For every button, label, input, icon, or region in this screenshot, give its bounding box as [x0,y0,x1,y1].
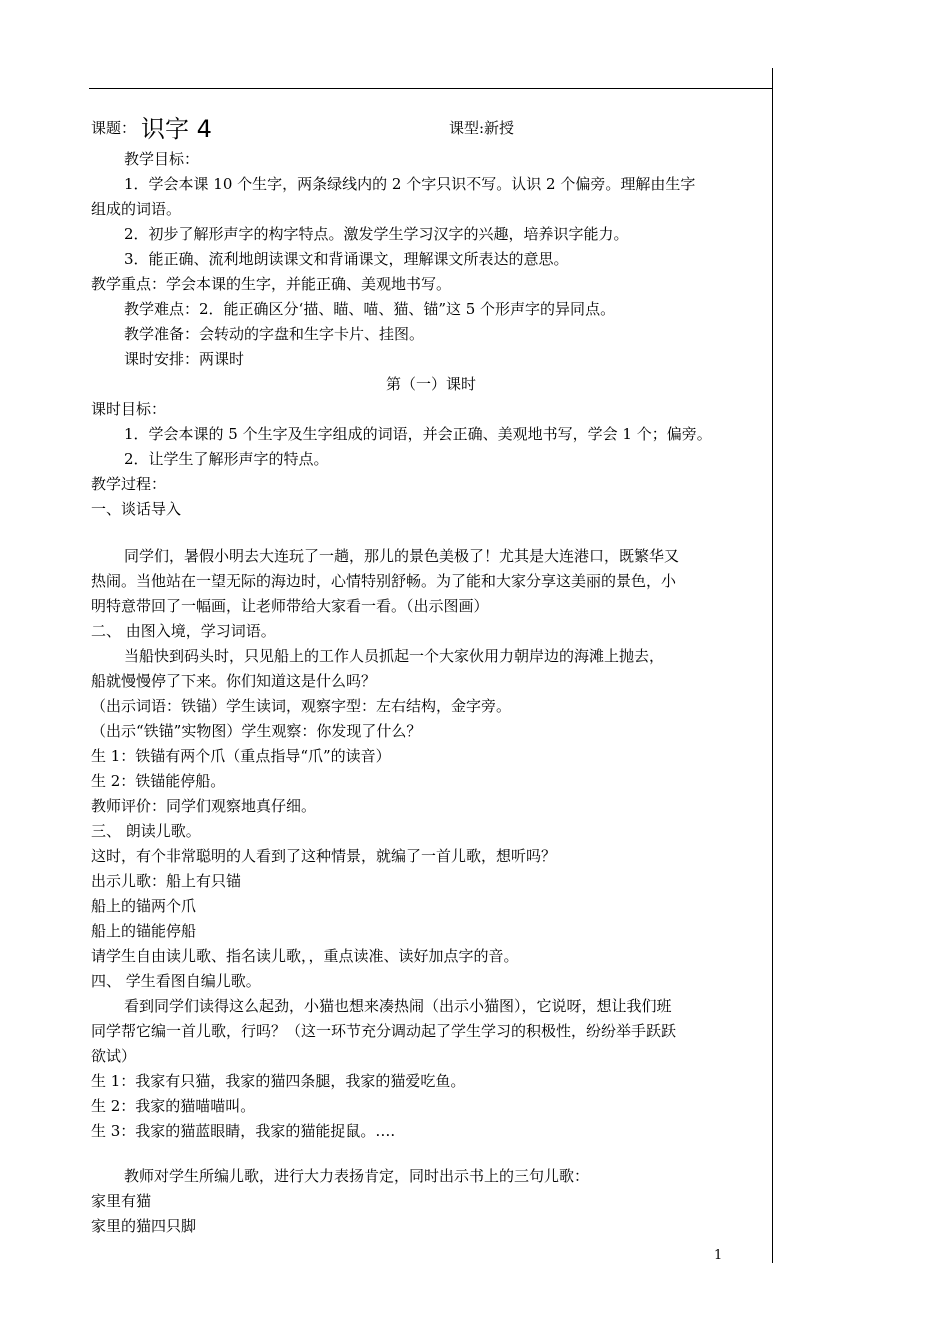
text-line: 同学们，暑假小明去大连玩了一趟，那儿的景色美极了！尤其是大连港口，既繁华又 [124,547,680,565]
text-line: 二、 由图入境，学习词语。 [91,622,276,640]
text-line: （出示“铁锚”实物图）学生观察：你发现了什么？ [91,722,422,740]
text-line: 2．初步了解形声字的构字特点。激发学生学习汉字的兴趣，培养识字能力。 [124,225,629,243]
text-line: 课时安排：两课时 [124,350,245,368]
text-line: 教学难点：2．能正确区分‘描、瞄、喵、猫、锚”这 5 个形声字的异同点。 [124,300,616,318]
header-rule [89,88,773,89]
text-line: 三、 朗读儿歌。 [91,822,201,840]
text-line: 生 2：铁锚能停船。 [91,772,226,790]
margin-rule [772,68,773,1263]
text-line: 四、 学生看图自编儿歌。 [91,972,261,990]
text-line: 明特意带回了一幅画，让老师带给大家看一看。（出示图画） [91,597,489,615]
text-line: 当船快到码头时，只见船上的工作人员抓起一个大家伙用力朝岸边的海滩上抛去， [124,647,665,665]
text-line: 生 2：我家的猫喵喵叫。 [91,1097,256,1115]
text-line: 教学目标： [124,150,200,168]
text-line: 家里的猫四只脚 [91,1217,197,1235]
title-row [91,109,771,143]
text-line: 1．学会本课 10 个生字，两条绿线内的 2 个字只识不写。认识 2 个偏旁。理解由生字 [124,175,696,193]
text-line: （出示词语：铁锚）学生读词，观察字型：左右结构，金字旁。 [91,697,512,715]
text-line: 2．让学生了解形声字的特点。 [124,450,329,468]
text-line: 同学帮它编一首儿歌，行吗？（这一环节充分调动起了学生学习的积极性，纷纷举手跃跃 [91,1022,677,1040]
text-line: 出示儿歌：船上有只锚 [91,872,242,890]
text-line: 船上的锚两个爪 [91,897,197,915]
text-line: 组成的词语。 [91,200,182,218]
lesson-title: 识字 4 [141,115,212,143]
text-line: 看到同学们读得这么起劲，小猫也想来凑热闹（出示小猫图），它说呀，想让我们班 [124,997,672,1015]
text-line: 请学生自由读儿歌、指名读儿歌，，重点读准、读好加点字的音。 [91,947,519,965]
text-line: 课时目标： [91,400,167,418]
text-line: 教师对学生所编儿歌，进行大力表扬肯定，同时出示书上的三句儿歌： [124,1167,590,1185]
text-line: 教学准备：会转动的字盘和生字卡片、挂图。 [124,325,425,343]
text-line: 家里有猫 [91,1192,152,1210]
lesson-type: 课型:新授 [449,119,515,137]
text-line: 1．学会本课的 5 个生字及生字组成的词语，并会正确、美观地书写，学会 1 个；偏旁。 [124,425,712,443]
text-line: 3．能正确、流利地朗读课文和背诵课文，理解课文所表达的意思。 [124,250,569,268]
text-line: 一、谈话导入 [91,500,182,518]
text-line: 欲试） [91,1047,137,1065]
text-line: 生 1：铁锚有两个爪（重点指导“爪”的读音） [91,747,391,765]
text-line: 教学重点：学会本课的生字，并能正确、美观地书写。 [91,275,452,293]
text-line: 船就慢慢停了下来。你们知道这是什么吗？ [91,672,377,690]
topic-label: 课题： [91,119,137,137]
text-line: 船上的锚能停船 [91,922,197,940]
text-line: 生 3：我家的猫蓝眼睛，我家的猫能捉鼠。…. [91,1122,396,1140]
text-line: 教学过程： [91,475,167,493]
text-line: 这时，有个非常聪明的人看到了这种情景，就编了一首儿歌，想听吗？ [91,847,557,865]
text-line: 热闹。当他站在一望无际的海边时，心情特别舒畅。为了能和大家分享这美丽的景色，小 [91,572,677,590]
page-number: 1 [714,1248,723,1263]
text-line: 教师评价：同学们观察地真仔细。 [91,797,317,815]
text-line: 生 1：我家有只猫，我家的猫四条腿，我家的猫爱吃鱼。 [91,1072,466,1090]
section-heading: 第（一）课时 [385,375,476,393]
